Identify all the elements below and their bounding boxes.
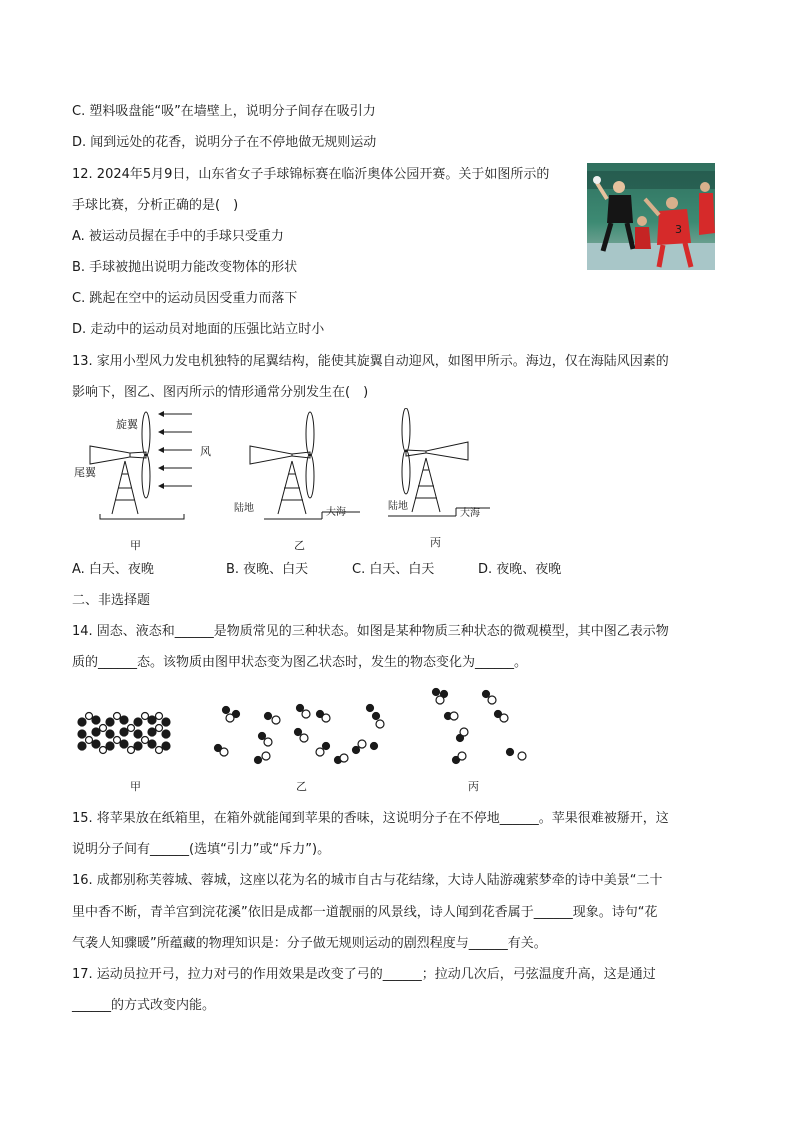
- turbine-yi: [250, 412, 360, 519]
- molecule-caption-yi: 乙: [296, 780, 307, 793]
- solid-lattice-jia: [78, 713, 170, 754]
- molecule-caption-jia: 甲: [130, 780, 141, 793]
- gas-molecules-bing: [433, 689, 527, 764]
- caption-jia: 甲: [130, 539, 141, 552]
- handball-ball: [593, 176, 601, 184]
- q12-stem-line2: 手球比赛，分析正确的是( ): [72, 198, 239, 213]
- q15-line2: 说明分子间有______(选填“引力”或“斥力”)。: [72, 842, 331, 857]
- q12-option-a: A. 被运动员握在手中的手球只受重力: [72, 229, 284, 244]
- handball-photo: [587, 163, 715, 270]
- q17-line2: ______的方式改变内能。: [72, 998, 216, 1013]
- wind-turbine-figures: [70, 408, 500, 553]
- q13-stem-line1: 13. 家用小型风力发电机独特的尾翼结构，能使其旋翼自动迎风，如图甲所示。海边，仅在海陆风因素的: [72, 354, 669, 369]
- q16-line3: 气袭人知骤暖”所蕴藏的物理知识是：分子做无规则运动的剧烈程度与______有关。: [72, 936, 547, 951]
- q13-option-a: A. 白天、夜晚: [72, 562, 154, 577]
- q17-line1: 17. 运动员拉开弓，拉力对弓的作用效果是改变了弓的______；拉动几次后，弓弦温度升高，这是通过: [72, 967, 656, 982]
- q11-option-c: C. 塑料吸盘能“吸”在墙壁上，说明分子间存在吸引力: [72, 104, 376, 119]
- q13-option-d: D. 夜晚、夜晚: [478, 562, 562, 577]
- q14-line2: 质的______态。该物质由图甲状态变为图乙状态时，发生的物态变化为______。: [72, 655, 528, 670]
- q13-option-b: B. 夜晚、白天: [226, 562, 309, 577]
- q16-line2: 里中香不断，青羊宫到浣花溪”依旧是成都一道靓丽的风景线，诗人闻到花香属于______现象。诗句“花: [72, 905, 658, 920]
- caption-bing: 丙: [430, 536, 441, 549]
- rotor-label: 旋翼: [116, 418, 138, 431]
- q13-option-c: C. 白天、白天: [352, 562, 435, 577]
- q11-option-d: D. 闻到远处的花香，说明分子在不停地做无规则运动: [72, 135, 377, 150]
- molecule-caption-bing: 丙: [468, 780, 479, 793]
- player-black-body: [607, 195, 633, 223]
- land-label-bing: 陆地: [388, 501, 408, 512]
- q12-option-b: B. 手球被抛出说明力能改变物体的形状: [72, 260, 298, 275]
- land-label-yi: 陆地: [234, 503, 254, 514]
- q14-line1: 14. 固态、液态和______是物质常见的三种状态。如图是某种物质三种状态的微观模型，其中图乙表示物: [72, 624, 669, 639]
- q12-stem-line1: 12. 2024年5月9日，山东省女子手球锦标赛在临沂奥体公园开赛。关于如图所示的: [72, 167, 550, 182]
- q16-line1: 16. 成都别称芙蓉城、蓉城，这座以花为名的城市自古与花结缘，大诗人陆游魂萦梦牵的诗中美景“二十: [72, 873, 663, 888]
- player-black-head: [613, 181, 625, 193]
- wind-label: 风: [200, 445, 211, 458]
- q12-option-d: D. 走动中的运动员对地面的压强比站立时小: [72, 322, 325, 337]
- wind-arrows: [162, 414, 192, 486]
- sea-label-yi: 大海: [326, 507, 346, 518]
- section-heading: 二、非选择题: [72, 593, 151, 608]
- tail-label: 尾翼: [74, 466, 96, 479]
- q13-stem-line2: 影响下，图乙、图丙所示的情形通常分别发生在( ): [72, 385, 369, 400]
- jersey-number: 3: [675, 223, 682, 236]
- turbine-bing: [388, 408, 490, 516]
- liquid-molecules-yi: [215, 705, 385, 764]
- sea-label-bing: 大海: [460, 508, 480, 519]
- q15-line1: 15. 将苹果放在纸箱里，在箱外就能闻到苹果的香味，这说明分子在不停地______。苹果很难被掰开，这: [72, 811, 669, 826]
- caption-yi: 乙: [294, 539, 305, 552]
- molecule-model-figure: [70, 686, 540, 796]
- player-red-body: [657, 209, 691, 245]
- q12-option-c: C. 跳起在空中的运动员因受重力而落下: [72, 291, 298, 306]
